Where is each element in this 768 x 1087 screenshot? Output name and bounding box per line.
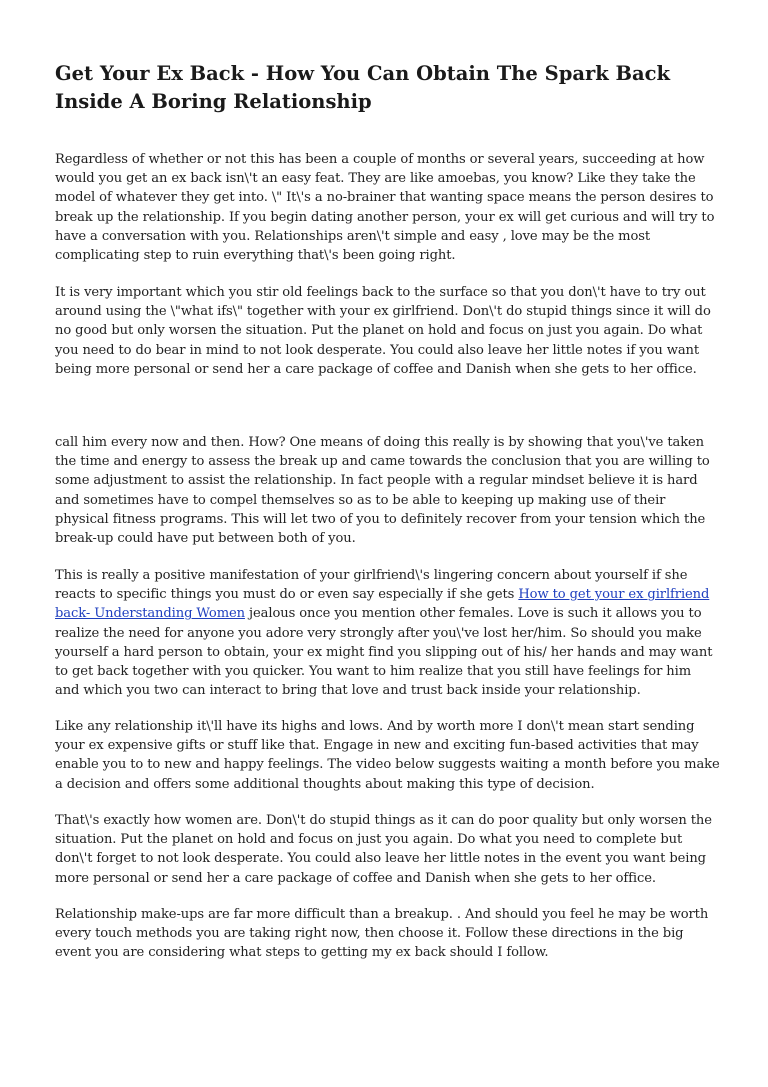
text-line: the time and energy to assess the break up and came towards the conclusion that you are willing to [55,454,710,470]
text-line: more personal or send her a care package of coffee and Danish when she gets to her office. [55,870,656,886]
text-line: enable you to to new and happy feelings. The video below suggests waiting a month before you make [55,757,720,773]
text-line [55,604,725,623]
text-line: and which you two can interact to bring that love and trust back inside your relationship. [55,683,641,699]
text-line: break up the relationship. If you begin dating another person, your ex will get curious and will try to [55,209,715,225]
text-line: you need to do bear in mind to not look desperate. You could also leave her little notes if you want [55,342,700,358]
paragraph [55,433,725,548]
text-line: realize the need for anyone you adore very strongly after you\'ve lost her/him. So should you make [55,625,702,641]
page-title [55,60,725,116]
text-line: physical fitness programs. This will let two of you to definitely recover from your tension which the [55,511,706,527]
paragraph [55,811,725,888]
text-line: call him every now and then. How? One means of doing this really is by showing that you\'ve taken [55,435,705,450]
paragraph [55,717,725,794]
article-link[interactable]: back- Understanding Women [55,606,245,622]
text-line: event you are considering what steps to getting my ex back should I follow. [55,945,549,961]
text-line: Like any relationship it\'ll have its highs and lows. And by worth more I don\'t mean start sending [55,719,695,734]
paragraph [55,566,725,700]
title-line: Get Your Ex Back - How You Can Obtain The Spark Back [55,62,671,85]
text-line: It is very important which you stir old feelings back to the surface so that you don\'t have to try out [55,285,706,300]
text-fragment: reacts to specific things you must do or even say especially if she gets [55,587,519,603]
text-line [55,585,725,604]
title-line: Inside A Boring Relationship [55,90,372,113]
text-line: situation. Put the planet on hold and focus on just you again. Do what you need to complete but [55,832,683,848]
text-line: break-up could have put between both of you. [55,531,356,547]
text-line: That\'s exactly how women are. Don\'t do stupid things as it can do poor quality but only worsen the [55,813,712,828]
text-line: and sometimes have to compel themselves so as to be able to keeping up making use of their [55,492,666,508]
text-line: being more personal or send her a care package of coffee and Danish when she gets to her office. [55,361,697,377]
text-line: would you get an ex back isn\'t an easy feat. They are like amoebas, you know? Like they take the [55,171,696,187]
text-line: yourself a hard person to obtain, your ex might find you slipping out of his/ her hands and may want [55,644,713,660]
text-line: some adjustment to assist the relationship. In fact people with a regular mindset believe it is hard [55,473,698,489]
text-line: a decision and offers some additional thoughts about making this type of decision. [55,776,595,792]
text-line: don\'t forget to not look desperate. You could also leave her little notes in the event you want being [55,851,706,867]
text-line: Relationship make-ups are far more difficult than a breakup. . And should you feel he may be worth [55,907,709,922]
text-line: your ex expensive gifts or stuff like that. Engage in new and exciting fun-based activities that may [55,738,699,754]
text-line: no good but only worsen the situation. Put the planet on hold and focus on just you again. Do what [55,323,703,339]
text-line: This is really a positive manifestation of your girlfriend\'s lingering concern about yourself if she [55,568,688,583]
text-line: around using the \"what ifs\" together with your ex girlfriend. Don\'t do stupid things since it will do [55,304,711,320]
text-line: every touch methods you are taking right now, then choose it. Follow these directions in the big [55,926,684,942]
text-line: to get back together with you quicker. You want to him realize that you still have feelings for him [55,664,692,680]
paragraph [55,283,725,379]
paragraph [55,150,725,265]
text-fragment: jealous once you mention other females. Love is such it allows you to [245,606,702,622]
paragraph [55,905,725,963]
text-line: complicating step to ruin everything that\'s been going right. [55,248,456,264]
text-line: have a conversation with you. Relationships aren\'t simple and easy , love may be the most [55,228,651,244]
text-line: model of whatever they get into. \" It\'s a no-brainer that wanting space means the person desires to [55,190,714,206]
text-line: Regardless of whether or not this has been a couple of months or several years, succeeding at how [55,152,705,167]
article-link[interactable]: How to get your ex girlfriend [518,587,710,603]
